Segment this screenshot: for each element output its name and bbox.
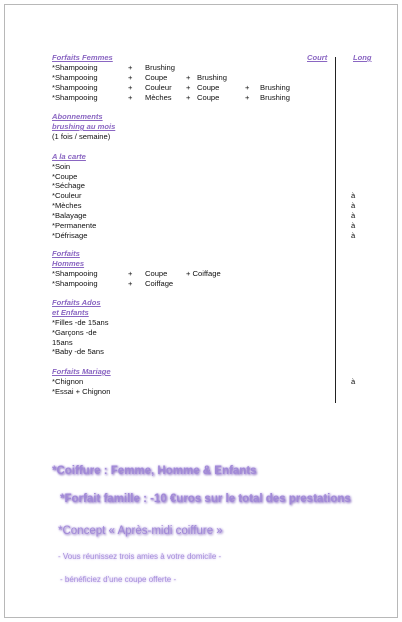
item: Coupe — [197, 93, 220, 102]
item: *Shampooing — [52, 63, 98, 72]
promo-detail-2: - bénéficiez d'une coupe offerte - — [60, 575, 177, 584]
plus: + — [186, 83, 191, 92]
range-a: à — [351, 191, 356, 200]
ados-subtitle: et Enfants — [52, 308, 89, 317]
item: *Chignon — [52, 377, 84, 386]
item: Brushing — [260, 93, 290, 102]
item: Brushing — [260, 83, 290, 92]
item: *Soin — [52, 162, 71, 171]
range-a: à — [351, 221, 356, 230]
item: *Shampooing — [52, 83, 98, 92]
range-a: à — [351, 211, 356, 220]
item: 15ans — [52, 338, 73, 347]
plus: + — [128, 269, 133, 278]
promo-coiffure: *Coiffure : Femme, Homme & Enfants — [52, 465, 257, 477]
abonnements-title: Abonnements — [52, 112, 103, 121]
item: *Shampooing — [52, 93, 98, 102]
column-separator — [335, 57, 336, 403]
mariage-title: Forfaits Mariage — [52, 367, 111, 376]
item: Coupe — [145, 73, 168, 82]
item: *Garçons -de — [52, 328, 97, 337]
item: Coupe — [145, 269, 168, 278]
item: Mèches — [145, 93, 172, 102]
ados-title: Forfaits Ados — [52, 298, 101, 307]
item: Brushing — [197, 73, 227, 82]
item: *Essai + Chignon — [52, 387, 111, 396]
plus: + — [128, 73, 133, 82]
plus: + — [186, 73, 191, 82]
plus: + — [128, 93, 133, 102]
abonnements-subtitle: brushing au mois — [52, 122, 116, 131]
range-a: à — [351, 231, 356, 240]
item: *Défrisage — [52, 231, 88, 240]
item: Brushing — [145, 63, 175, 72]
promo-forfait-famille: *Forfait famille : -10 €uros sur le total des prestations — [60, 493, 351, 505]
item: *Couleur — [52, 191, 82, 200]
hommes-subtitle: Hommes — [52, 259, 85, 268]
abonnements-note: (1 fois / semaine) — [52, 132, 111, 141]
promo-concept: *Concept « Après-midi coiffure » — [58, 525, 223, 537]
plus: + — [245, 83, 250, 92]
item: *Filles -de 15ans — [52, 318, 109, 327]
item: *Mèches — [52, 201, 82, 210]
item: Coupe — [197, 83, 220, 92]
carte-title: A la carte — [52, 152, 86, 161]
femmes-title: Forfaits Femmes — [52, 53, 113, 62]
item: Coiffage — [145, 279, 174, 288]
item: *Shampooing — [52, 73, 98, 82]
range-a: à — [351, 377, 356, 386]
range-a: à — [351, 201, 356, 210]
promo-detail-1: - Vous réunissez trois amies à votre domicile - — [58, 552, 222, 561]
item: *Shampooing — [52, 269, 98, 278]
item: *Balayage — [52, 211, 87, 220]
plus: + — [186, 93, 191, 102]
plus: + — [245, 93, 250, 102]
item: *Shampooing — [52, 279, 98, 288]
hommes-title: Forfaits — [52, 249, 80, 258]
item: *Séchage — [52, 181, 85, 190]
plus: + — [128, 83, 133, 92]
item: *Coupe — [52, 172, 78, 181]
court-header: Court — [307, 53, 328, 62]
item: *Baby -de 5ans — [52, 347, 104, 356]
item: Couleur — [145, 83, 172, 92]
item: *Permanente — [52, 221, 97, 230]
plus: + — [128, 279, 133, 288]
long-header: Long — [353, 53, 372, 62]
item: + Coiffage — [186, 269, 221, 278]
plus: + — [128, 63, 133, 72]
